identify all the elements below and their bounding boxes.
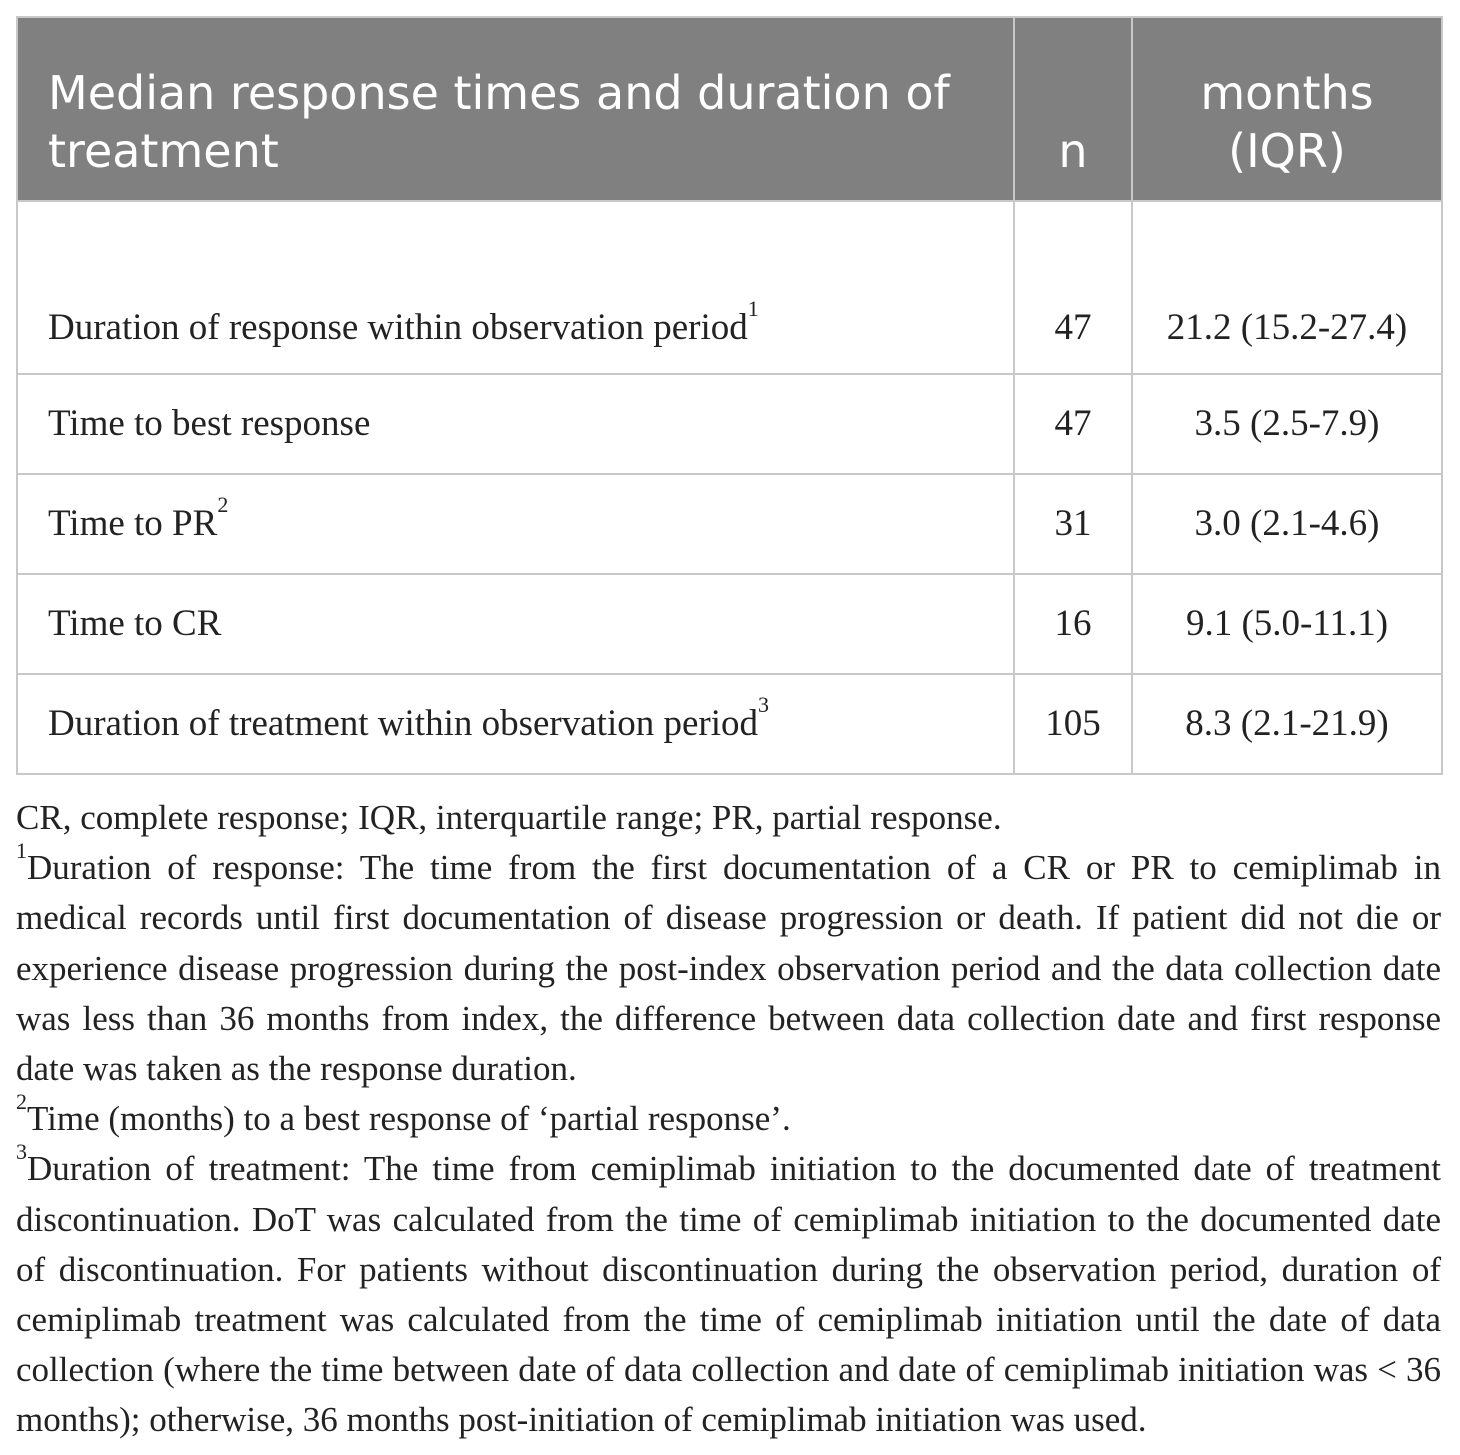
row-months: 8.3 (2.1-21.9) xyxy=(1132,674,1442,774)
row-label xyxy=(17,374,1014,474)
row-label xyxy=(17,201,1014,374)
table-row xyxy=(17,574,1442,674)
row-months: 3.5 (2.5-7.9) xyxy=(1132,374,1442,474)
footnote-ref: 2 xyxy=(217,492,229,517)
row-n: 47 xyxy=(1014,374,1132,474)
footnote-text: Time (months) to a best response of ‘partial response’. xyxy=(27,1099,791,1139)
row-n: 105 xyxy=(1014,674,1132,774)
footnote-text: Duration of response: The time from the first documentation of a CR or PR to cemiplimab in medical records until first documentation of disease progression or death. If patient did not die or experience disease progression during the post-index observation period and the data collection date was less than 36 months from index, the difference between data collection date and first response date was taken as the response duration. xyxy=(16,848,1441,1089)
table-row xyxy=(17,474,1442,574)
header-months: months (IQR) xyxy=(1132,17,1442,201)
row-n: 31 xyxy=(1014,474,1132,574)
row-months: 9.1 (5.0-11.1) xyxy=(1132,574,1442,674)
footnote-ref: 3 xyxy=(758,692,770,717)
abbreviations-note: CR, complete response; IQR, interquartile range; PR, partial response. xyxy=(16,798,1002,837)
row-label-text: Time to best response xyxy=(48,403,371,444)
table-row xyxy=(17,674,1442,774)
row-label-text: Time to CR xyxy=(48,603,222,644)
row-label-text: Duration of treatment within observation period xyxy=(48,703,759,744)
table-row xyxy=(17,201,1442,374)
header-n: n xyxy=(1014,17,1132,201)
table-footnotes xyxy=(16,793,1441,1446)
footnote-marker: 1 xyxy=(16,838,27,864)
footnote-text: Duration of treatment: The time from cemiplimab initiation to the documented date of treatment discontinuation. DoT was calculated from the time of cemiplimab initiation to the documented date of discontinuation. For patients without discontinuation during the observation period, duration of cemiplimab treatment was calculated from the time of cemiplimab initiation until the date of data collection (where the time between date of data collection and date of cemiplimab initiation was < 36 months); otherwise, 36 months post-initiation of cemiplimab initiation was used. xyxy=(16,1149,1441,1440)
row-label-text: Time to PR xyxy=(48,503,218,544)
row-n: 47 xyxy=(1014,201,1132,374)
row-n: 16 xyxy=(1014,574,1132,674)
footnote xyxy=(16,1089,1441,1144)
table-row xyxy=(17,374,1442,474)
data-table xyxy=(16,16,1443,775)
row-label-text: Duration of response within observation period xyxy=(48,307,748,348)
row-months: 3.0 (2.1-4.6) xyxy=(1132,474,1442,574)
header-label: Median response times and duration of treatment xyxy=(17,17,1014,201)
row-label xyxy=(17,574,1014,674)
footnote xyxy=(16,1139,1441,1445)
row-months: 21.2 (15.2-27.4) xyxy=(1132,201,1442,374)
row-label xyxy=(17,674,1014,774)
footnote xyxy=(16,838,1441,1094)
row-label xyxy=(17,474,1014,574)
table-header-row xyxy=(17,17,1442,201)
footnote-marker: 3 xyxy=(16,1139,27,1165)
footnote-marker: 2 xyxy=(16,1089,27,1115)
table-container xyxy=(16,16,1441,1446)
footnote-ref: 1 xyxy=(747,296,759,321)
